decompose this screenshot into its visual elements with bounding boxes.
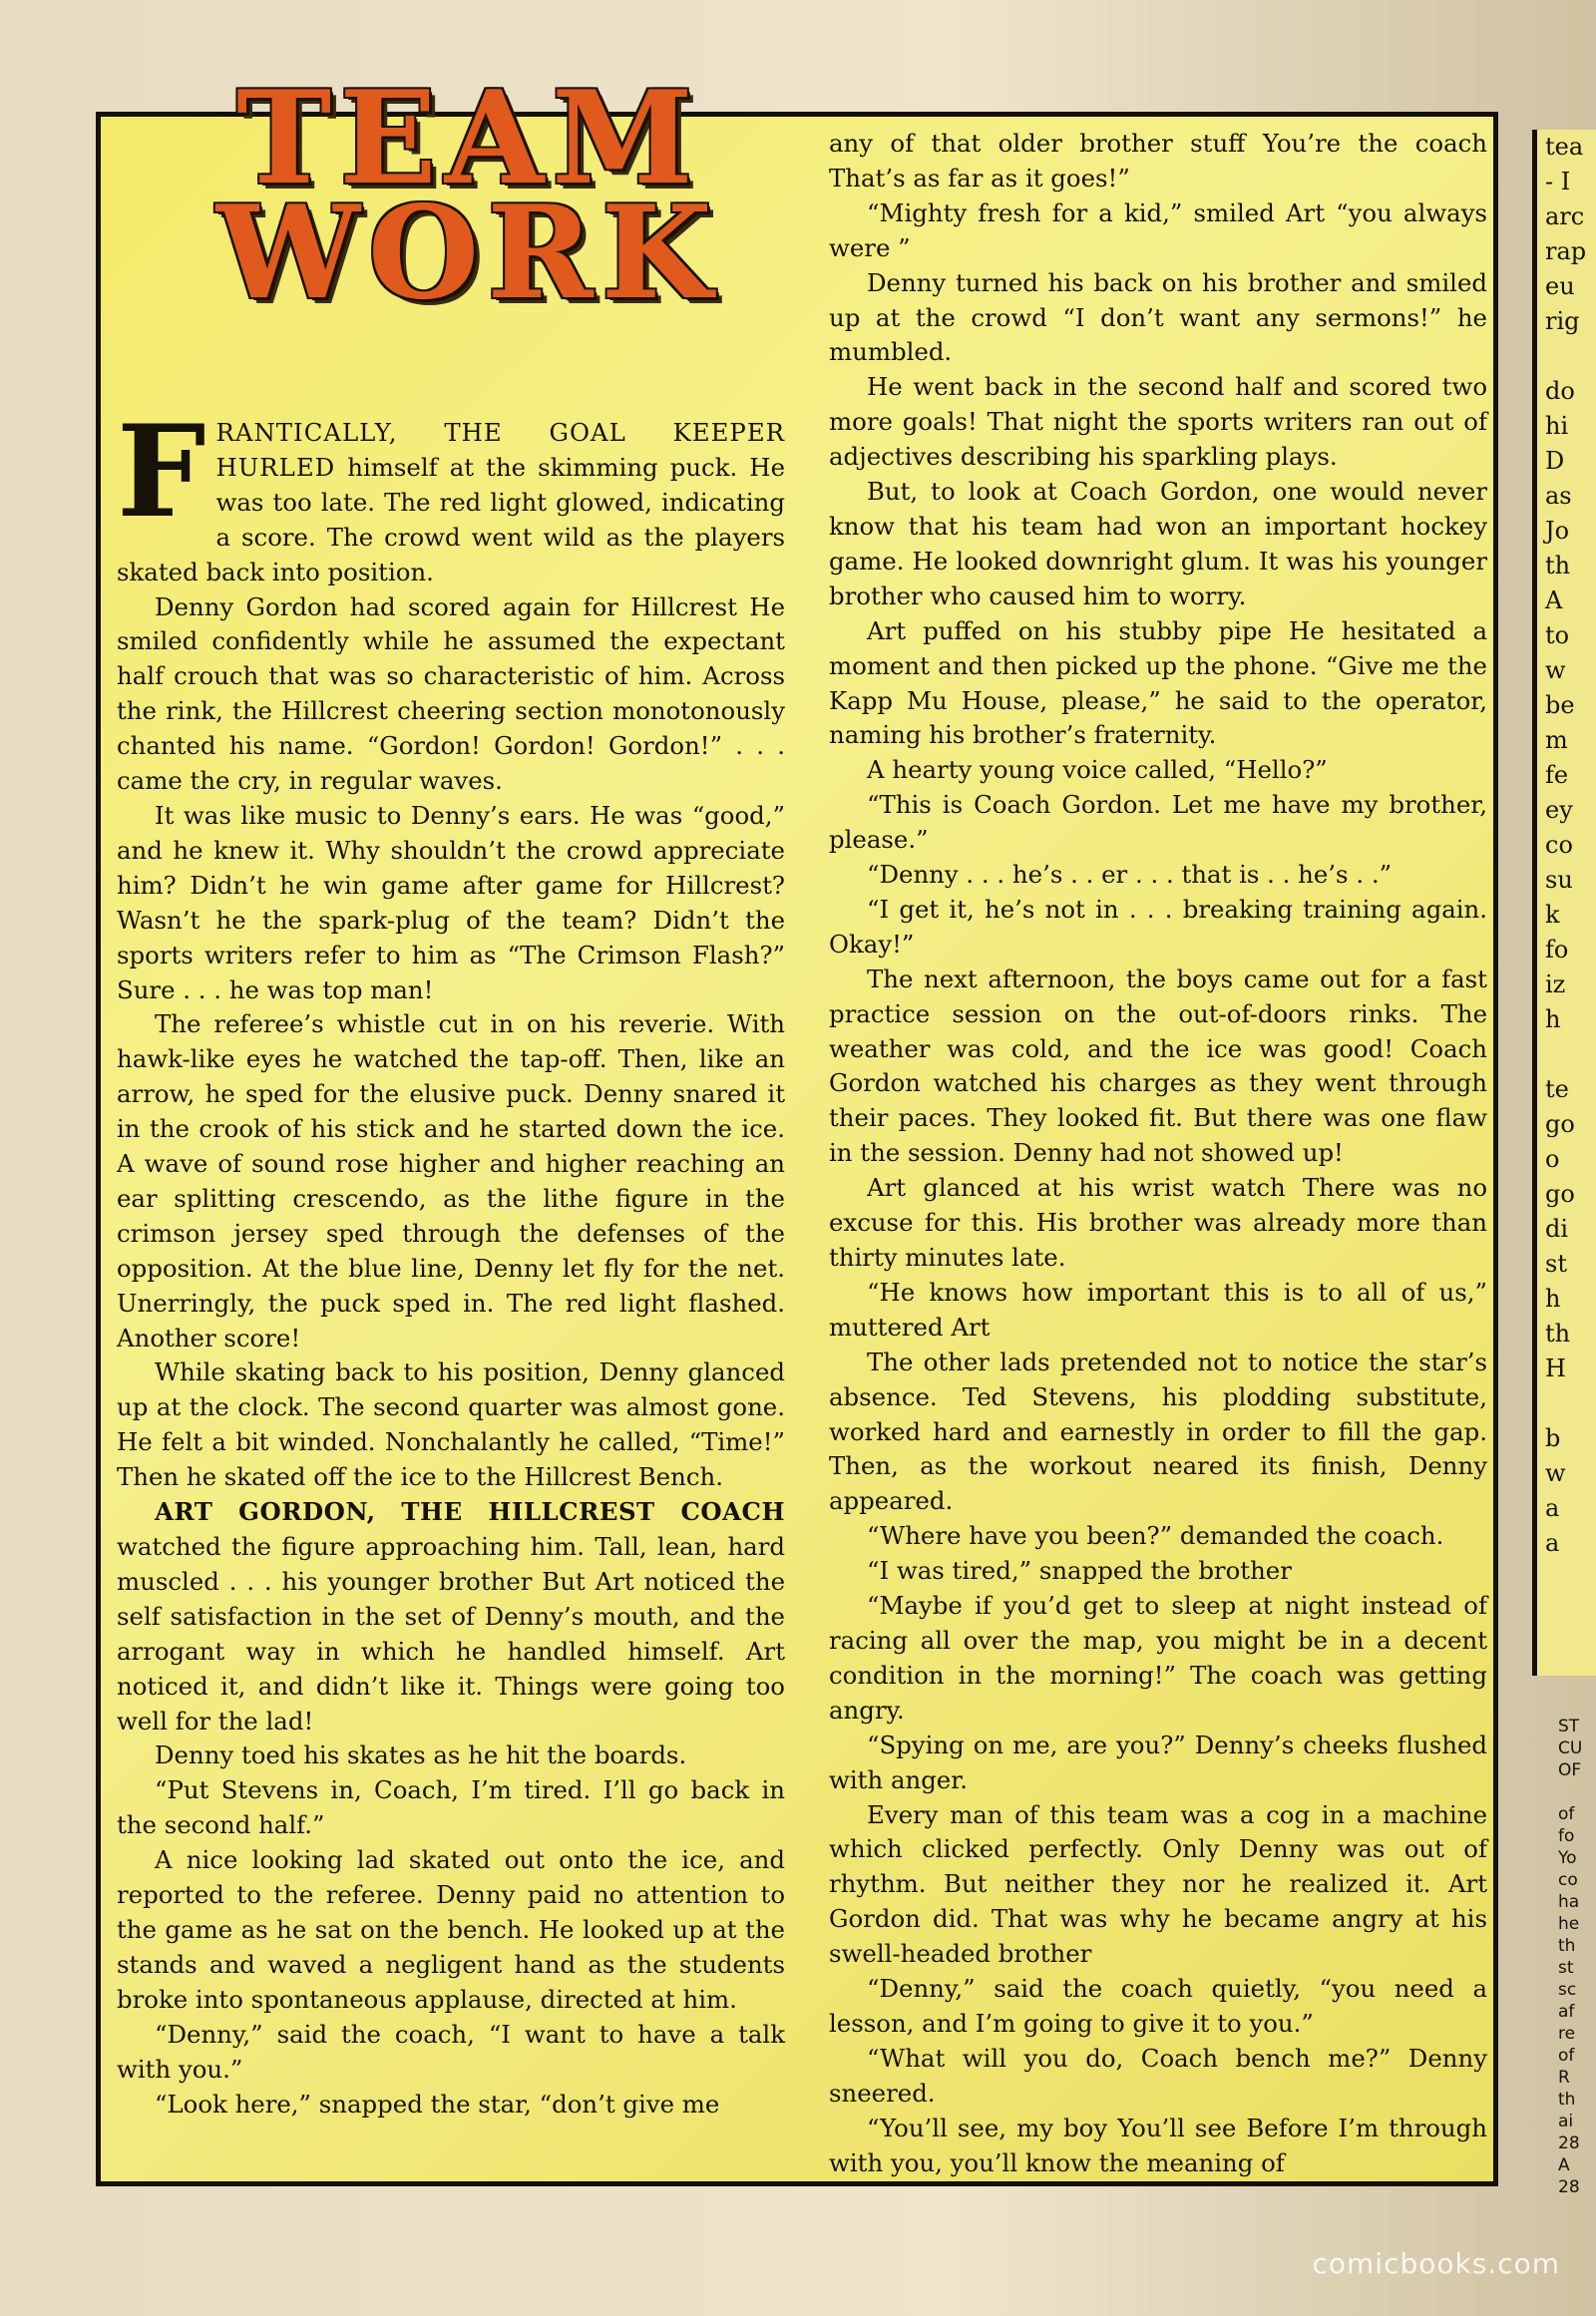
paragraph: “Denny,” said the coach quietly, “you need a lesson, and I’m going to give it to you.” <box>829 1974 1487 2038</box>
paragraph: Denny turned his back on his brother and smiled up at the crowd “I don’t want any sermons!” he mumbled. <box>829 267 1487 367</box>
edge-text-line: m <box>1545 726 1568 754</box>
paragraph: Art puffed on his stubby pipe He hesitated a moment and then picked up the phone. “Give me the Kapp Mu House, please,” he said to the operator, naming his brother’s fraternity. <box>829 615 1487 750</box>
paragraph: “He knows how important this is to all of us,” muttered Art <box>829 1277 1487 1342</box>
paragraph: “What will you do, Coach bench me?” Denny sneered. <box>829 2043 1487 2108</box>
edge-text-line: iz <box>1545 970 1566 998</box>
paragraph: “I was tired,” snapped the brother <box>867 1556 1292 1586</box>
edge-text-line: - I <box>1545 168 1571 195</box>
paragraph: Every man of this team was a cog in a machine which clicked perfectly. Only Denny was out of rhythm. But neither they nor he realized it. Art Gordon did. That was why he became angry at his swell-headed brother <box>829 1799 1487 1969</box>
edge-text-line: w <box>1545 656 1566 684</box>
paragraph: “Mighty fresh for a kid,” smiled Art “you always were ” <box>829 197 1487 262</box>
paragraph: any of that older brother stuff You’re the coach That’s as far as it goes!” <box>829 129 1487 193</box>
paragraph: “Put Stevens in, Coach, I’m tired. I’ll go back in the second half.” <box>117 1775 785 1840</box>
paragraph: “Look here,” snapped the star, “don’t give me <box>155 2089 720 2119</box>
edge-small-line <box>1558 1781 1596 1803</box>
adjacent-page-edge <box>1532 130 1596 1676</box>
edge-small-line: st <box>1558 1958 1574 1978</box>
edge-text-line: h <box>1545 1285 1561 1313</box>
edge-text-line: A <box>1545 586 1563 614</box>
edge-text-line: th <box>1545 552 1571 579</box>
edge-small-line: of <box>1558 2046 1575 2066</box>
title-line-1: TEAM <box>236 64 701 213</box>
edge-text-line: b <box>1545 1424 1561 1452</box>
edge-text-line: fe <box>1545 761 1569 789</box>
edge-small-line: of <box>1558 1804 1575 1824</box>
paragraph: He went back in the second half and scored two more goals! That night the sports writers ran out of adjectives describing his sparkling plays. <box>829 372 1487 472</box>
paragraph: The other lads pretended not to notice the star’s absence. Ted Stevens, his plodding substitute, worked hard and earnestly in order to fill the gap. Then, as the workout neared its finish, Denny appeared. <box>829 1347 1487 1516</box>
edge-text-line: w <box>1545 1459 1566 1487</box>
edge-text-line: th <box>1545 1320 1571 1348</box>
edge-small-line: co <box>1558 1870 1578 1890</box>
edge-text-line: do <box>1545 377 1575 405</box>
adjacent-page-small-text <box>1558 1716 1596 2198</box>
edge-text-line: h <box>1545 1005 1561 1033</box>
paragraph: A nice looking lad skated out onto the ice, and reported to the referee. Denny paid no attention to the game as he sat on the bench. He looked up at the stands and waved a negligent hand as the students broke into spontaneous applause, directed at him. <box>117 1845 785 2014</box>
paragraph: “I get it, he’s not in . . . breaking training again. Okay!” <box>829 894 1487 959</box>
edge-text-line: be <box>1545 691 1575 719</box>
paragraph: The next afternoon, the boys came out for a fast practice session on the out-of-doors rinks. The weather was cold, and the ice was good! Coach Gordon watched his charges as they went through their paces. They looked fit. But there was one flaw in the session. Denny had not showed up! <box>829 964 1487 1168</box>
edge-text-line: su <box>1545 866 1573 894</box>
paragraph: “Spying on me, are you?” Denny’s cheeks flushed with anger. <box>829 1730 1487 1794</box>
story-title <box>117 64 785 416</box>
coach-paragraph <box>117 1495 785 1738</box>
edge-text-line: st <box>1545 1250 1567 1278</box>
edge-small-line: fo <box>1558 1826 1575 1846</box>
paragraph: “Maybe if you’d get to sleep at night instead of racing all over the map, you might be in a decent condition in the morning!” The coach was getting angry. <box>829 1591 1487 1725</box>
edge-text-line: co <box>1545 831 1573 859</box>
coach-caps: ART GORDON, THE HILLCREST COACH <box>155 1497 785 1527</box>
edge-text-line: Jo <box>1545 517 1570 545</box>
edge-text-line <box>1537 339 1596 374</box>
edge-small-line: th <box>1558 2090 1576 2110</box>
edge-small-line: af <box>1558 2002 1575 2022</box>
paragraph: While skating back to his position, Denny glanced up at the clock. The second quarter was almost gone. He felt a bit winded. Nonchalantly he called, “Time!” Then he skated off the ice to the Hillcrest Bench. <box>117 1357 785 1492</box>
edge-text-line: eu <box>1545 272 1575 300</box>
edge-text-line: arc <box>1545 202 1585 230</box>
paragraph: “Where have you been?” demanded the coach. <box>867 1521 1444 1551</box>
edge-small-line: CU <box>1558 1738 1583 1758</box>
edge-small-line: sc <box>1558 1980 1577 2000</box>
edge-small-line: th <box>1558 1936 1576 1956</box>
left-column <box>117 64 785 2181</box>
edge-text-line: go <box>1545 1110 1575 1138</box>
story-panel <box>96 64 1498 2186</box>
paragraph: “You’ll see, my boy You’ll see Before I’m through with you, you’ll know the meaning of <box>829 2113 1487 2177</box>
edge-text-line: a <box>1545 1494 1560 1522</box>
edge-text-line: rap <box>1545 237 1587 265</box>
paragraph: “Denny . . . he’s . . er . . . that is . . he’s . .” <box>867 860 1393 890</box>
edge-small-line: 28 <box>1558 2133 1580 2153</box>
edge-small-line: re <box>1558 2024 1576 2044</box>
edge-small-line: ST <box>1558 1717 1580 1737</box>
edge-text-line: rig <box>1545 307 1580 335</box>
edge-text-line: to <box>1545 621 1570 649</box>
edge-text-line: k <box>1545 901 1560 929</box>
edge-small-line: OF <box>1558 1760 1582 1780</box>
edge-text-line: go <box>1545 1180 1575 1208</box>
edge-text-line: D <box>1545 447 1565 475</box>
edge-text-line: te <box>1545 1075 1569 1103</box>
edge-text-line: di <box>1545 1215 1569 1243</box>
coach-rest: watched the figure approaching him. Tall, lean, hard muscled . . . his younger brother But Art noticed the self satisfaction in the set of Denny’s mouth, and the arrogant way in which he handled himself. Art noticed it, and didn’t like it. Things were going too well for the lad! <box>117 1532 785 1736</box>
title-line-2: WORK <box>216 179 720 328</box>
right-column <box>829 127 1487 2181</box>
lead-caps: RANTICALLY, THE GOAL KEEPER HURLED <box>215 418 785 482</box>
edge-text-line: H <box>1545 1354 1566 1382</box>
edge-text-line: as <box>1545 482 1572 510</box>
edge-small-line: 28 <box>1558 2177 1580 2197</box>
edge-small-line: R <box>1558 2068 1570 2088</box>
edge-text-line <box>1537 1386 1596 1421</box>
edge-text-line: fo <box>1545 936 1569 964</box>
edge-text-line <box>1537 1037 1596 1072</box>
paragraph: Art glanced at his wrist watch There was no excuse for this. His brother was already more than thirty minutes late. <box>829 1173 1487 1272</box>
paragraph: The referee’s whistle cut in on his reverie. With hawk-like eyes he watched the tap-off. Then, like an arrow, he sped for the elusive puck. Denny snared it in the crook of his stick and he started down the ice. A wave of sound rose higher and higher reaching an ear splitting crescendo, as the lithe figure in the crimson jersey sped through the defenses of the opposition. At the blue line, Denny let fly for the net. Unerringly, the puck sped in. The red light flashed. Another score! <box>117 1009 785 1352</box>
edge-text-line: tea <box>1545 133 1584 161</box>
paragraph: “Denny,” said the coach, “I want to have a talk with you.” <box>117 2019 785 2084</box>
lead-paragraph <box>117 398 785 590</box>
watermark: comicbooks.com <box>1312 2247 1560 2280</box>
edge-text-line: hi <box>1545 412 1569 440</box>
edge-small-line: Yo <box>1558 1848 1577 1868</box>
paragraph: Denny toed his skates as he hit the boards. <box>155 1740 687 1770</box>
edge-small-line: ha <box>1558 1892 1580 1912</box>
paragraph: But, to look at Coach Gordon, one would never know that his team had won an important hockey game. He looked downright glum. It was his younger brother who caused him to worry. <box>829 477 1487 610</box>
paragraph: It was like music to Denny’s ears. He was “good,” and he knew it. Why shouldn’t the crowd appreciate him? Didn’t he win game after game for Hillcrest? Wasn’t he the spark-plug of the team? Didn’t the sports writers refer to him as “The Crimson Flash?” Sure . . . he was top man! <box>117 800 785 1004</box>
paragraph: Denny Gordon had scored again for Hillcrest He smiled confidently while he assumed the expectant half crouch that was so characteristic of him. Across the rink, the Hillcrest cheering section monotonously chanted his name. “Gordon! Gordon! Gordon!” . . . came the cry, in regular waves. <box>117 591 785 796</box>
edge-small-line: A <box>1558 2155 1570 2175</box>
edge-small-line: he <box>1558 1914 1580 1934</box>
paragraph: “This is Coach Gordon. Let me have my brother, please.” <box>829 790 1487 855</box>
edge-text-line: a <box>1545 1529 1560 1557</box>
edge-small-line: ai <box>1558 2112 1574 2131</box>
paragraph: A hearty young voice called, “Hello?” <box>867 755 1328 785</box>
edge-text-line: o <box>1545 1145 1560 1173</box>
edge-text-line: ey <box>1545 796 1573 824</box>
drop-cap: F <box>117 398 206 546</box>
lead-rest: himself at the skimming puck. He was too late. The red light glowed, indicating a score. The crowd went wild as the players skated back into position. <box>117 452 785 586</box>
